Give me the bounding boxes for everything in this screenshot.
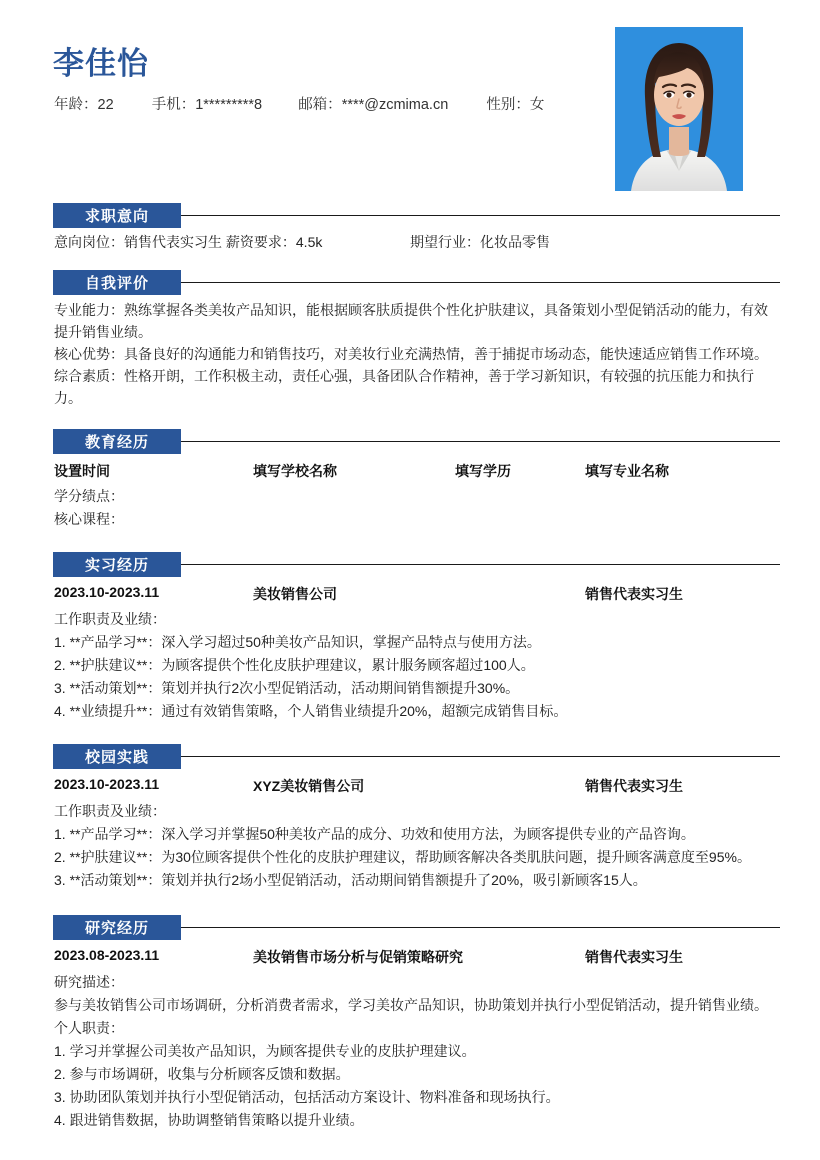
email-label: 邮箱： — [298, 97, 342, 113]
section-internship — [40, 547, 780, 723]
age-label: 年龄： — [54, 97, 98, 113]
research-desc: 参与美妆销售公司市场调研，分析消费者需求，学习美妆产品知识，协助策划并执行小型促销活动，提升销售业绩。 — [54, 997, 768, 1013]
education-details — [40, 485, 780, 531]
education-degree: 填写学历 — [455, 463, 511, 479]
section-title-badge: 校园实践 — [53, 744, 181, 769]
phone-label: 手机： — [151, 97, 196, 113]
research-item: 3. 协助团队策划并执行小型促销活动，包括活动方案设计、物料准备和现场执行。 — [54, 1089, 560, 1105]
section-education — [40, 424, 780, 531]
section-title-badge: 求职意向 — [53, 203, 181, 228]
campus-row — [40, 776, 780, 800]
campus-company: XYZ美妆销售公司 — [253, 778, 365, 794]
age-value: 22 — [97, 97, 114, 113]
campus-item: 3. **活动策划**：策划并执行2场小型促销活动，活动期间销售额提升了20%，吸引新顾客15人。 — [54, 872, 647, 888]
contact-line — [54, 93, 544, 114]
section-rule — [181, 282, 780, 283]
internship-item: 3. **活动策划**：策划并执行2次小型促销活动，活动期间销售额提升30%。 — [54, 680, 520, 696]
section-header — [40, 265, 780, 299]
candidate-photo — [615, 27, 743, 191]
education-courses-label: 核心课程： — [54, 511, 124, 527]
section-rule — [181, 215, 780, 216]
resume-header — [40, 0, 780, 196]
internship-details — [40, 608, 780, 723]
internship-item: 1. **产品学习**：深入学习超过50种美妆产品知识，掌握产品特点与使用方法。 — [54, 634, 541, 650]
research-duty-label: 个人职责： — [54, 1020, 124, 1036]
section-job-intention — [40, 198, 780, 254]
section-rule — [181, 756, 780, 757]
research-details — [40, 971, 780, 1132]
gender-label: 性别： — [486, 97, 530, 113]
section-header — [40, 198, 780, 232]
section-header — [40, 547, 780, 581]
section-header — [40, 739, 780, 773]
internship-item: 4. **业绩提升**：通过有效销售策略，个人销售业绩提升20%，超额完成销售目标。 — [54, 703, 568, 719]
self-eval-paragraph: 综合素质：性格开朗，工作积极主动，责任心强，具备团队合作精神，善于学习新知识，有较强的抗压能力和执行力。 — [54, 368, 754, 406]
section-title-badge: 研究经历 — [53, 915, 181, 940]
job-intention-row — [40, 232, 780, 254]
self-eval-paragraph: 专业能力：熟练掌握各类美妆产品知识，能根据顾客肤质提供个性化护肤建议，具备策划小型促销活动的能力，有效提升销售业绩。 — [54, 302, 768, 340]
phone-value: 1*********8 — [195, 97, 263, 113]
internship-date: 2023.10-2023.11 — [54, 584, 160, 600]
self-eval-paragraph: 核心优势：具备良好的沟通能力和销售技巧，对美妆行业充满热情，善于捕捉市场动态，能快速适应销售工作环境。 — [54, 346, 768, 362]
internship-item: 2. **护肤建议**：为顾客提供个性化皮肤护理建议，累计服务顾客超过100人。 — [54, 657, 535, 673]
campus-item: 1. **产品学习**：深入学习并掌握50种美妆产品的成分、功效和使用方法，为顾客提供专业的产品咨询。 — [54, 826, 695, 842]
section-rule — [181, 564, 780, 565]
section-title-badge: 自我评价 — [53, 270, 181, 295]
section-header — [40, 424, 780, 458]
section-title-badge: 实习经历 — [53, 552, 181, 577]
research-row — [40, 947, 780, 971]
education-gpa-label: 学分绩点： — [54, 488, 124, 504]
section-rule — [181, 927, 780, 928]
email-value: ****@zcmima.cn — [341, 97, 449, 113]
research-item: 2. 参与市场调研，收集与分析顾客反馈和数据。 — [54, 1066, 350, 1082]
campus-role: 销售代表实习生 — [585, 778, 683, 794]
section-rule — [181, 441, 780, 442]
internship-role: 销售代表实习生 — [585, 586, 683, 602]
research-date: 2023.08-2023.11 — [54, 947, 160, 963]
education-major: 填写专业名称 — [585, 463, 669, 479]
research-item: 4. 跟进销售数据，协助调整销售策略以提升业绩。 — [54, 1112, 364, 1128]
portrait-illustration — [615, 27, 743, 191]
research-desc-label: 研究描述： — [54, 974, 124, 990]
education-time: 设置时间 — [54, 463, 110, 479]
research-item: 1. 学习并掌握公司美妆产品知识，为顾客提供专业的皮肤护理建议。 — [54, 1043, 476, 1059]
section-self-evaluation — [40, 265, 780, 409]
campus-details — [40, 800, 780, 892]
section-campus-practice — [40, 739, 780, 892]
section-header — [40, 910, 780, 944]
intention-industry: 期望行业：化妆品零售 — [410, 234, 550, 250]
campus-date: 2023.10-2023.11 — [54, 776, 160, 792]
section-title-badge: 教育经历 — [53, 429, 181, 454]
intention-position-and-salary: 意向岗位：销售代表实习生 薪资要求：4.5k — [54, 234, 323, 250]
campus-item: 2. **护肤建议**：为30位顾客提供个性化的皮肤护理建议，帮助顾客解决各类肌肤问题，提升顾客满意度至95%。 — [54, 849, 751, 865]
gender-value: 女 — [529, 97, 545, 113]
research-role: 销售代表实习生 — [585, 949, 683, 965]
education-row — [40, 461, 780, 485]
education-school: 填写学校名称 — [253, 463, 337, 479]
self-evaluation-body — [40, 299, 780, 409]
internship-company: 美妆销售公司 — [253, 586, 337, 602]
internship-subtitle: 工作职责及业绩： — [54, 611, 166, 627]
candidate-name: 李佳怡 — [53, 46, 149, 81]
research-topic: 美妆销售市场分析与促销策略研究 — [253, 949, 463, 965]
campus-subtitle: 工作职责及业绩： — [54, 803, 166, 819]
internship-row — [40, 584, 780, 608]
section-research — [40, 910, 780, 1132]
